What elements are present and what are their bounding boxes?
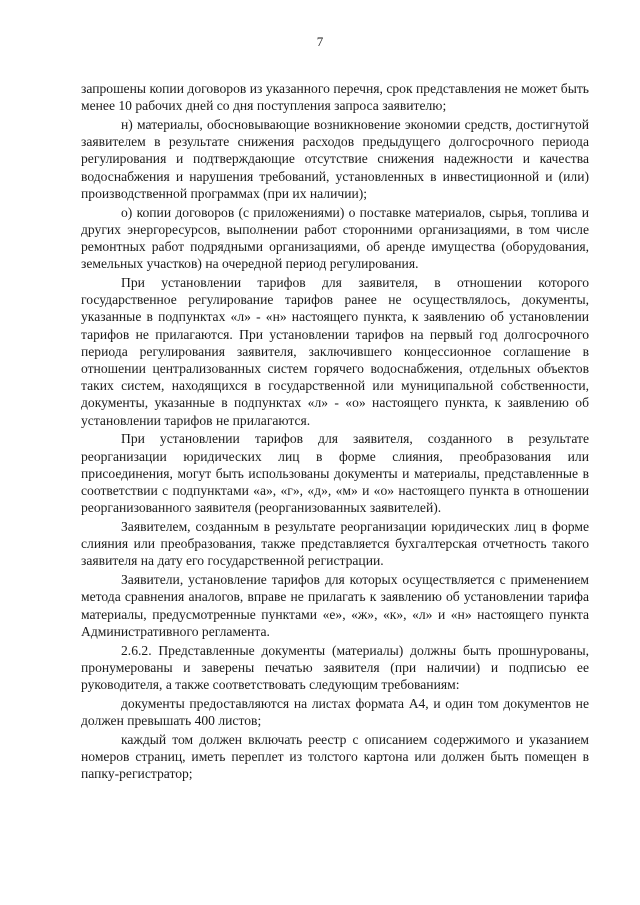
page-number: 7 (316, 34, 324, 49)
paragraph-continuation: запрошены копии договоров из указанного перечня, срок представления не может быть менее 10 рабочих дней со дня поступления запроса заявителю; (81, 81, 589, 114)
paragraph-item-o: о) копии договоров (с приложениями) о поставке материалов, сырья, топлива и других энергоресурсов, выполнении работ сторонними организациями, в том числе ремонтных работ подрядными организациями, об аренде имущества (оборудования, земельных участков) на очередной период регулирования. (81, 204, 589, 272)
paragraph-requirement-volume: каждый том должен включать реестр с описанием содержимого и указанием номеров страниц, иметь переплет из толстого картона или должен быть помещен в папку-регистратор; (81, 731, 589, 782)
paragraph-accounting-report: Заявителем, созданным в результате реорганизации юридических лиц в форме слияния или преобразования, также представляется бухгалтерская отчетность такого заявителя на дату его государственной регистрации. (81, 519, 589, 569)
paragraph-reorganization: При установлении тарифов для заявителя, созданного в результате реорганизации юридических лиц в форме слияния, преобразования или присоединения, могут быть использованы документы и материалы, представленные в соответствии с подпунктами «а», «г», «д», «м» и «о» настоящего пункта в отношении реорганизованного заявителя (реорганизованных заявителей). (81, 431, 589, 516)
paragraph-analog-method: Заявители, установление тарифов для которых осуществляется с применением метода сравнения аналогов, вправе не прилагать к заявлению об установлении тарифа материалы, предусмотренные пунктами «е», «ж», «к», «л» и «н» настоящего пункта Административного регламента. (81, 572, 589, 639)
body-text (81, 80, 589, 784)
paragraph-item-n: н) материалы, обосновывающие возникновение экономии средств, достигнутой заявителем в результате снижения расходов предыдущего долгосрочного периода регулирования и подтверждающие отсутствие снижения надежности и качества водоснабжения и нарушения требований, установленных в инвестиционной и (или) производственной программах (при их наличии); (81, 117, 589, 201)
paragraph-requirement-a4: документы предоставляются на листах формата А4, и один том документов не должен превышать 400 листов; (81, 695, 589, 729)
paragraph-tariff-new-applicant: При установлении тарифов для заявителя, в отношении которого государственное регулирование тарифов ранее не осуществлялось, документы, указанные в подпунктах «л» - «н» настоящего пункта, к заявлению об установлении тарифов не прилагаются. При установлении тарифов на первый год долгосрочного периода регулирования заявителя, заключившего концессионное соглашение в отношении централизованных систем горячего водоснабжения, отдельных объектов таких систем, находящихся в государственной или муниципальной собственности, документы, указанные в подпунктах «л» - «о» настоящего пункта, к заявлению об установлении тарифов не прилагаются. (81, 275, 589, 428)
paragraph-section-2-6-2: 2.6.2. Представленные документы (материалы) должны быть прошнурованы, пронумерованы и заверены печатью заявителя (при наличии) и подписью ее руководителя, а также соответствовать следующим требованиям: (81, 642, 589, 693)
